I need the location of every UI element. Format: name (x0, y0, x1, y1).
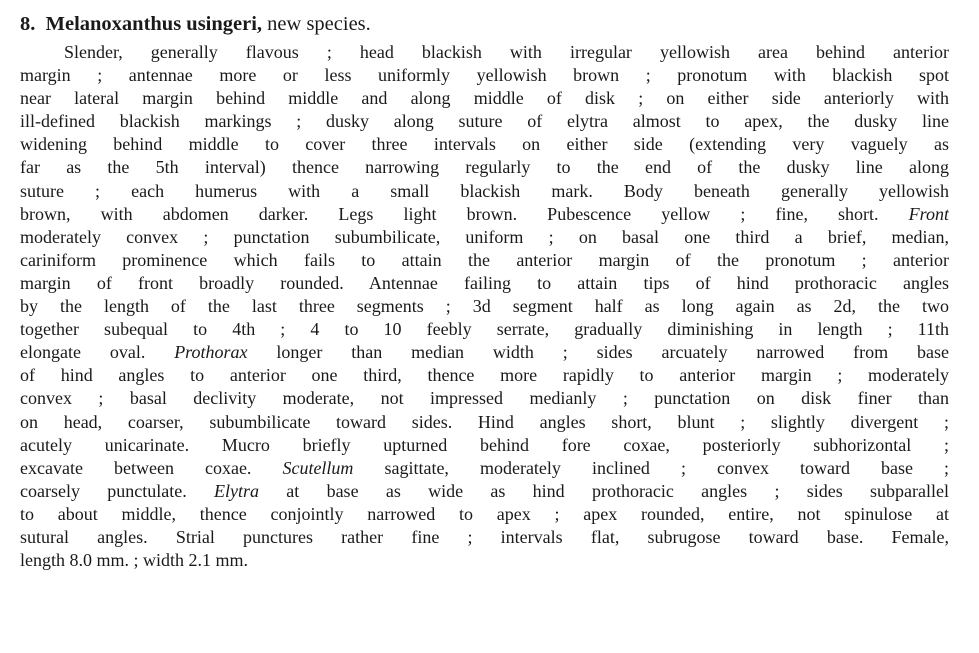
description-line: suture ; each humerus with a small blackish mark. Body beneath generally yellowish (20, 180, 949, 201)
species-name: Melanoxanthus usingeri, (45, 13, 263, 35)
description-line: sutural angles. Strial punctures rather fine ; intervals flat, subrugose toward base. Female, (20, 526, 949, 547)
description-line: margin ; antennae more or less uniformly yellowish brown ; pronotum with blackish spot (20, 65, 949, 86)
description-line: ill-defined blackish markings ; dusky along suture of elytra almost to apex, the dusky line (20, 111, 949, 132)
description-line: coarsely punctulate. Elytra at base as wide as hind prothoracic angles ; sides subparallel (20, 480, 949, 501)
italic-term: Elytra (214, 480, 260, 501)
species-description (20, 41, 949, 572)
description-line: cariniform prominence which fails to attain the anterior margin of the pronotum ; anterior (20, 249, 949, 270)
description-line: moderately convex ; punctation subumbilicate, uniform ; on basal one third a brief, median, (20, 226, 949, 247)
species-status: new species. (267, 13, 371, 35)
description-line: on head, coarser, subumbilicate toward sides. Hind angles short, blunt ; slightly divergent ; (20, 411, 949, 432)
description-line: together subequal to 4th ; 4 to 10 feebly serrate, gradually diminishing in length ; 11th (20, 319, 949, 340)
italic-term: Scutellum (282, 457, 354, 478)
description-line: Slender, generally flavous ; head blackish with irregular yellowish area behind anterior (64, 42, 949, 62)
section-number: 8. (20, 13, 36, 35)
description-line: length 8.0 mm. ; width 2.1 mm. (20, 550, 248, 571)
description-line: near lateral margin behind middle and along middle of disk ; on either side anteriorly with (20, 88, 949, 109)
species-heading (20, 10, 371, 38)
description-line: far as the 5th interval) thence narrowing regularly to the end of the dusky line along (20, 157, 949, 178)
description-line: acutely unicarinate. Mucro briefly upturned behind fore coxae, posteriorly subhorizontal ; (20, 434, 949, 455)
italic-term: Prothorax (174, 342, 248, 363)
description-line: excavate between coxae. Scutellum sagittate, moderately inclined ; convex toward base ; (20, 457, 949, 478)
description-line: to about middle, thence conjointly narrowed to apex ; apex rounded, entire, not spinulose at (20, 503, 949, 524)
description-line: elongate oval. Prothorax longer than median width ; sides arcuately narrowed from base (20, 342, 949, 363)
description-line: by the length of the last three segments ; 3d segment half as long again as 2d, the two (20, 296, 949, 317)
description-line: of hind angles to anterior one third, thence more rapidly to anterior margin ; moderately (20, 365, 949, 386)
italic-term: Front (908, 203, 949, 224)
description-line: brown, with abdomen darker. Legs light brown. Pubescence yellow ; fine, short. Front (20, 203, 949, 224)
description-line: convex ; basal declivity moderate, not impressed medianly ; punctation on disk finer than (20, 388, 949, 409)
description-line: margin of front broadly rounded. Antennae failing to attain tips of hind prothoracic angles (20, 272, 949, 293)
description-line: widening behind middle to cover three intervals on either side (extending very vaguely as (20, 134, 949, 155)
